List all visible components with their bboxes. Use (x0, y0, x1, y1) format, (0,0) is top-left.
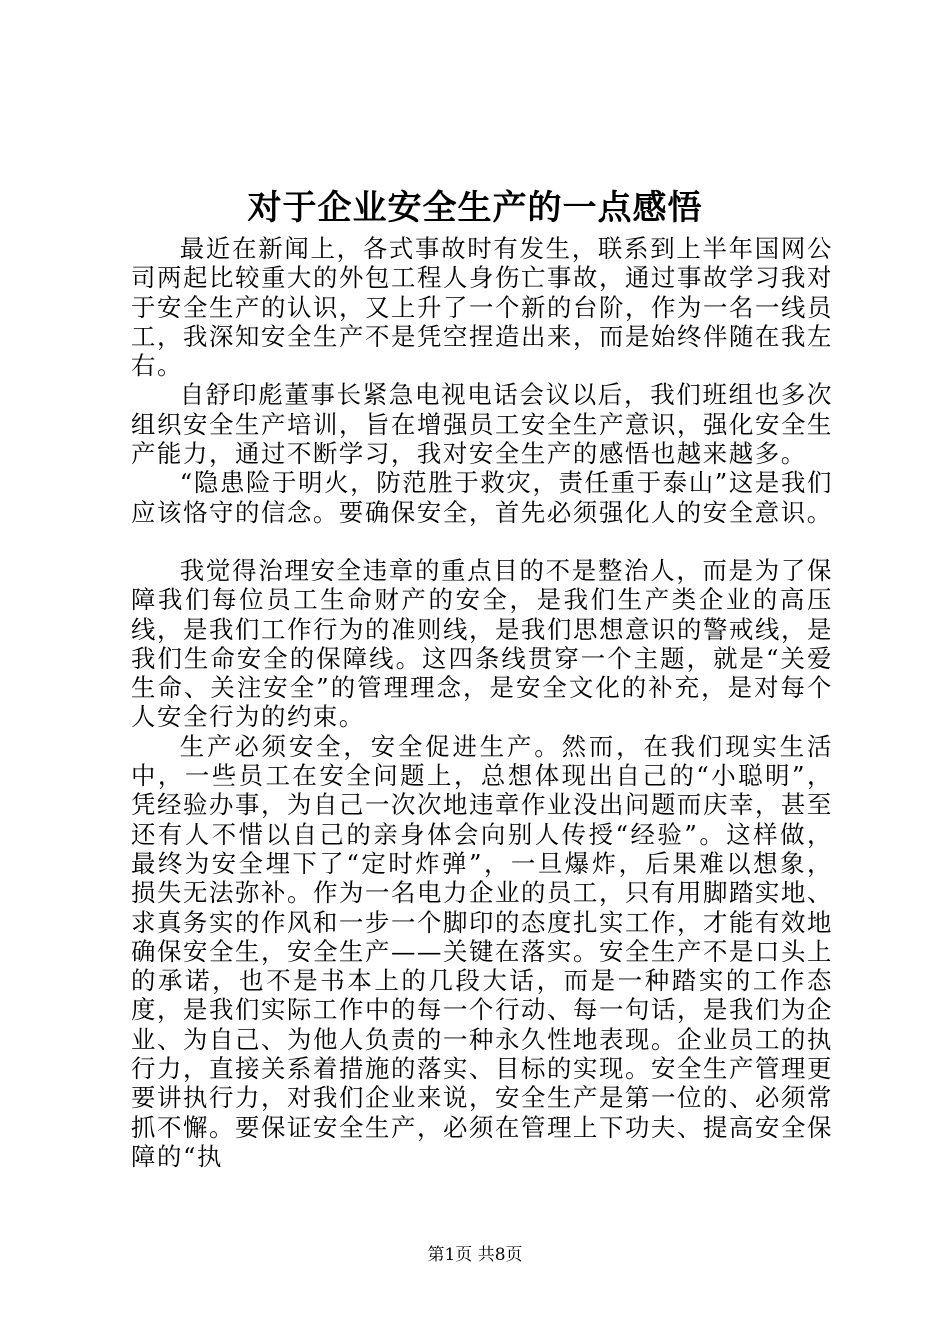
document-body (131, 234, 833, 1171)
document-title: 对于企业安全生产的一点感悟 (247, 188, 703, 228)
paragraph-3: “隐患险于明火，防范胜于救灾，责任重于泰山”这是我们应该恪守的信念。要确保安全，首先必须强化人的安全意识。 (131, 468, 833, 527)
paragraph-2: 自舒印彪董事长紧急电视电话会议以后，我们班组也多次组织安全生产培训，旨在增强员工安全生产意识，强化安全生产能力，通过不断学习，我对安全生产的感悟也越来越多。 (131, 380, 833, 469)
page-number-footer: 第1页 共8页 (427, 1245, 523, 1265)
paragraph-1: 最近在新闻上，各式事故时有发生，联系到上半年国网公司两起比较重大的外包工程人身伤亡事故，通过事故学习我对于安全生产的认识，又上升了一个新的台阶，作为一名一线员工，我深知安全生产不是凭空捏造出来，而是始终伴随在我左右。 (131, 234, 833, 381)
paragraph-spacer (131, 527, 833, 556)
paragraph-4: 我觉得治理安全违章的重点目的不是整治人，而是为了保障我们每位员工生命财产的安全，是我们生产类企业的高压线，是我们工作行为的准则线，是我们思想意识的警戒线，是我们生命安全的保障线。这四条线贯穿一个主题，就是“关爱生命、关注安全”的管理理念，是安全文化的补充，是对每个人安全行为的约束。 (131, 555, 833, 732)
paragraph-5: 生产必须安全，安全促进生产。然而，在我们现实生活中，一些员工在安全问题上，总想体现出自己的“小聪明”，凭经验办事，为自己一次次地违章作业没出问题而庆幸，甚至还有人不惜以自己的亲身体会向别人传授“经验”。这样做，最终为安全埋下了“定时炸弹”，一旦爆炸，后果难以想象，损失无法弥补。作为一名电力企业的员工，只有用脚踏实地、求真务实的作风和一步一个脚印的态度扎实工作，才能有效地确保安全生，安全生产——关键在落实。安全生产不是口头上的承诺，也不是书本上的几段大话，而是一种踏实的工作态度，是我们实际工作中的每一个行动、每一句话，是我们为企业、为自己、为他人负责的一种永久性地表现。企业员工的执行力，直接关系着措施的落实、目标的实现。安全生产管理更要讲执行力，对我们企业来说，安全生产是第一位的、必须常抓不懈。要保证安全生产，必须在管理上下功夫、提高安全保障的“执 (131, 731, 833, 1171)
